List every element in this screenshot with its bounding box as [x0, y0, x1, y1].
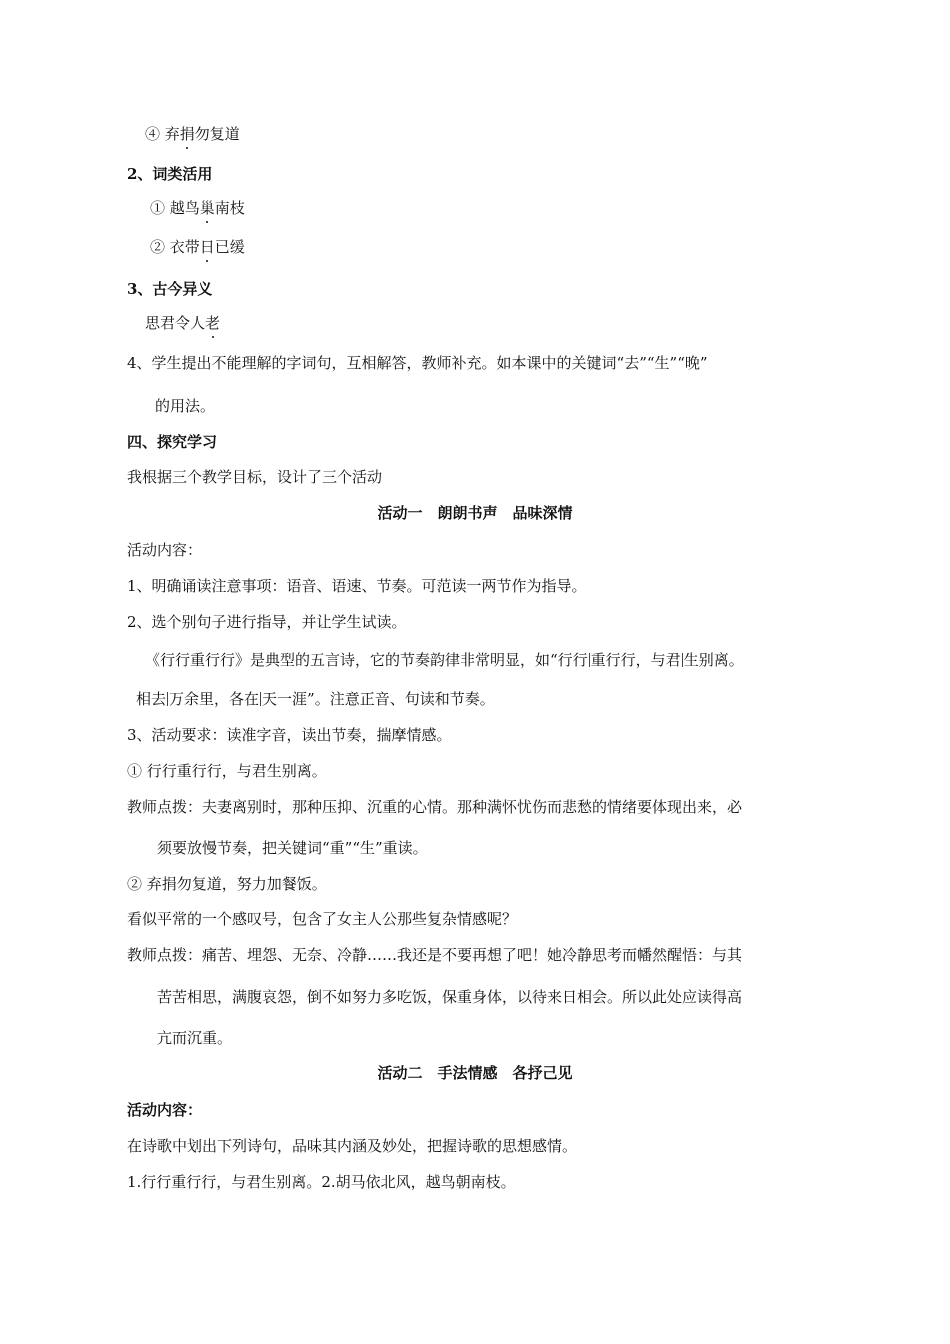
text-line: 教师点拨：痛苦、埋怨、无奈、冷静……我还是不要再想了吧！她冷静思考而幡然醒悟：与其: [127, 946, 743, 964]
text-line: 教师点拨：夫妻离别时，那种压抑、沉重的心情。那种满怀忧伤而悲愁的情绪要体现出来，必: [127, 798, 743, 816]
caesura-bar: [167, 692, 168, 706]
text-line: 2、选个别句子进行指导，并让学生试读。: [127, 613, 407, 631]
text-line: 《行行重行行》是典型的五言诗，它的节奏韵律非常明显，如“行行 重行行，与君 生别离。: [145, 651, 744, 669]
text-line: ② 衣带日已缓: [150, 238, 245, 256]
section-heading: 3、古今异义: [127, 280, 213, 298]
emphasis-dot-char: 日: [199, 238, 215, 256]
section-heading: 活动内容：: [127, 1101, 203, 1119]
section-heading: 2、词类活用: [127, 165, 213, 183]
text-line: 1、明确诵读注意事项：语音、语速、节奏。可范读一两节作为指导。: [127, 577, 587, 595]
text-line: 我根据三个教学目标，设计了三个活动: [127, 468, 383, 486]
text-line: ② 弃捐勿复道，努力加餐饭。: [127, 875, 327, 893]
emphasis-dot-char: 捐: [179, 125, 195, 143]
text-line: ① 行行重行行，与君生别离。: [127, 762, 327, 780]
text-line: 须要放慢节奏，把关键词“重”“生”重读。: [157, 839, 428, 857]
text-line: 苦苦相思，满腹哀怨，倒不如努力多吃饭，保重身体，以待来日相会。所以此处应读得高: [157, 988, 743, 1006]
caesura-bar: [682, 653, 683, 667]
caesura-bar: [589, 653, 590, 667]
text-line: 3、活动要求：读准字音，读出节奏，揣摩情感。: [127, 726, 452, 744]
text-line: 亢而沉重。: [157, 1029, 233, 1047]
text-line: 4、学生提出不能理解的字词句，互相解答，教师补充。如本课中的关键词“去”“生”“晚”: [127, 354, 708, 372]
text-line: 看似平常的一个感叹号，包含了女主人公那些复杂情感呢？: [127, 910, 518, 928]
text-line: 活动内容：: [127, 541, 203, 559]
text-line: ④ 弃捐勿复道: [145, 125, 240, 143]
emphasis-dot-char: 巢: [199, 199, 215, 217]
text-line: 1.行行重行行，与君生别离。2.胡马依北风，越鸟朝南枝。: [127, 1173, 516, 1191]
text-line: ① 越鸟巢南枝: [150, 199, 245, 217]
section-heading: 四、探究学习: [127, 433, 218, 451]
text-line: 的用法。: [155, 397, 216, 415]
text-line: 在诗歌中划出下列诗句，品味其内涵及妙处，把握诗歌的思想感情。: [127, 1137, 578, 1155]
text-line: 思君令人老: [145, 314, 221, 332]
activity-heading: 活动二 手法情感 各抒己见: [377, 1064, 573, 1082]
caesura-bar: [260, 692, 261, 706]
activity-heading: 活动一 朗朗书声 品味深情: [377, 504, 573, 522]
text-line: 相去 万余里，各在 天一涯”。注意正音、句读和节奏。: [136, 690, 495, 708]
emphasis-dot-char: 老: [205, 314, 221, 332]
